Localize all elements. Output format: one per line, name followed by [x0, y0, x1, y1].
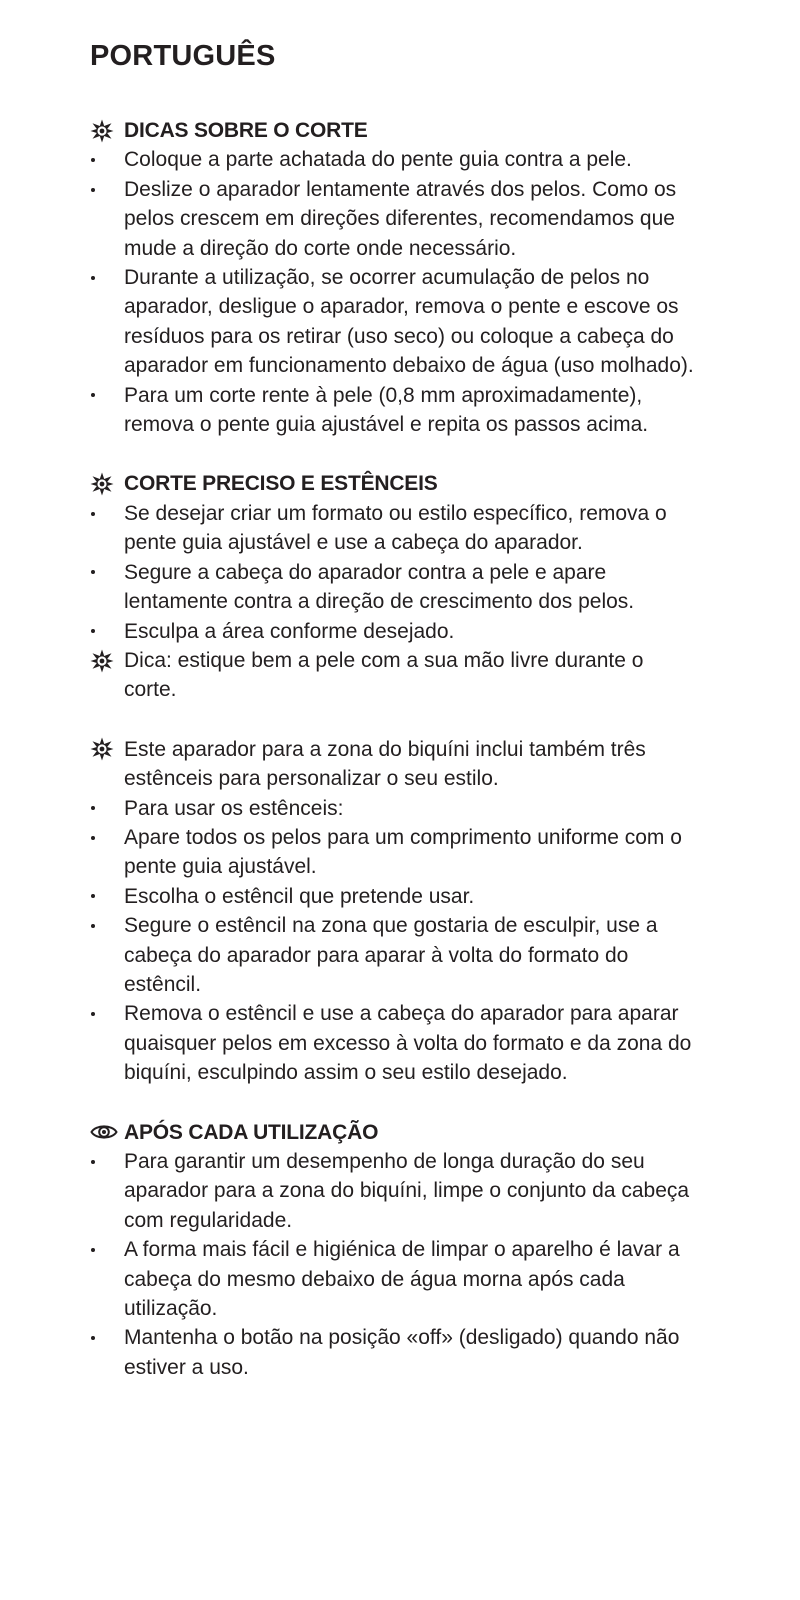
sparkle-icon: [90, 646, 124, 675]
section: [90, 116, 700, 439]
bullet-item: [90, 499, 700, 558]
item-text: Coloque a parte achatada do pente guia contra a pele.: [124, 148, 632, 172]
section: [90, 1118, 700, 1383]
bullet-icon: [90, 558, 124, 587]
bullet-item: [90, 558, 700, 617]
language-title: PORTUGUÊS: [90, 40, 276, 72]
item-text: Mantenha o botão na posição «off» (desligado) quando não estiver a uso.: [124, 1326, 680, 1379]
item-text: Para garantir um desempenho de longa duração do seu aparador para a zona do biquíni, limpe o conjunto da cabeça com regularidade.: [124, 1150, 690, 1232]
item-text: Dica: estique bem a pele com a sua mão livre durante o corte.: [124, 648, 644, 702]
bullet-icon: [90, 823, 124, 852]
bullet-item: [90, 794, 700, 823]
bullet-item: [90, 617, 700, 646]
section: [90, 469, 700, 704]
bullet-icon: [90, 499, 124, 528]
item-text: Deslize o aparador lentamente através dos pelos. Como os pelos crescem em direções diferentes, recomendamos que mude a direção do corte onde necessário.: [124, 177, 677, 260]
item-text: Este aparador para a zona do biquíni inclui também três estênceis para personalizar o seu estilo.: [124, 737, 646, 791]
section-heading: [90, 469, 700, 498]
section: [90, 735, 700, 1088]
manual-page: [90, 36, 700, 1412]
item-text: Para um corte rente à pele (0,8 mm aproximadamente), remova o pente guia ajustável e repita os passos acima.: [124, 383, 649, 437]
item-text: Se desejar criar um formato ou estilo específico, remova o pente guia ajustável e use a cabeça do aparador.: [124, 501, 667, 555]
bullet-icon: [90, 882, 124, 911]
bullet-item: [90, 381, 700, 440]
item-text: Durante a utilização, se ocorrer acumulação de pelos no aparador, desligue o aparador, remova o pente e escove os resíduos para os retirar (uso seco) ou coloque a cabeça do aparador em funcionamento debaixo de água (uso molhado).: [124, 266, 694, 378]
section-heading: [90, 1118, 700, 1147]
bullet-item: [90, 263, 700, 381]
item-text: Para usar os estênceis:: [124, 796, 344, 820]
bullet-item: [90, 823, 700, 882]
item-text: Escolha o estêncil que pretende usar.: [124, 884, 475, 908]
bullet-icon: [90, 1147, 124, 1176]
bullet-item: [90, 145, 700, 174]
item-text: Apare todos os pelos para um comprimento uniforme com o pente guia ajustável.: [124, 825, 682, 879]
bullet-item: [90, 1235, 700, 1323]
section-heading: [90, 116, 700, 145]
tip-item: [90, 646, 700, 705]
bullet-icon: [90, 381, 124, 410]
item-text: Esculpa a área conforme desejado.: [124, 619, 455, 643]
item-text: Segure o estêncil na zona que gostaria de esculpir, use a cabeça do aparador para aparar à volta do formato do estêncil.: [124, 914, 658, 996]
bullet-item: [90, 1147, 700, 1235]
bullet-item: [90, 911, 700, 999]
bullet-item: [90, 175, 700, 263]
bullet-icon: [90, 175, 124, 204]
item-text: A forma mais fácil e higiénica de limpar o aparelho é lavar a cabeça do mesmo debaixo de água morna após cada utilização.: [124, 1238, 680, 1321]
bullet-icon: [90, 1235, 124, 1264]
eye-icon: [90, 1118, 124, 1147]
bullet-item: [90, 999, 700, 1087]
bullet-item: [90, 1323, 700, 1382]
bullet-icon: [90, 263, 124, 292]
bullet-icon: [90, 794, 124, 823]
section-heading-text: CORTE PRECISO E ESTÊNCEIS: [124, 472, 438, 496]
item-text: Remova o estêncil e use a cabeça do aparador para aparar quaisquer pelos em excesso à volta do formato e da zona do biquíni, esculpindo assim o seu estilo desejado.: [124, 1002, 692, 1085]
section-heading-text: APÓS CADA UTILIZAÇÃO: [124, 1120, 379, 1144]
bullet-icon: [90, 617, 124, 646]
instructions-body: [90, 116, 700, 1382]
sparkle-icon: [90, 116, 124, 145]
section-heading-text: DICAS SOBRE O CORTE: [124, 119, 368, 142]
bullet-icon: [90, 911, 124, 940]
item-text: Segure a cabeça do aparador contra a pele e apare lentamente contra a direção de crescimento dos pelos.: [124, 560, 635, 614]
sparkle-icon: [90, 469, 124, 498]
bullet-icon: [90, 1323, 124, 1352]
bullet-item: [90, 882, 700, 911]
tip-item: [90, 735, 700, 794]
sparkle-icon: [90, 735, 124, 764]
bullet-icon: [90, 145, 124, 174]
bullet-icon: [90, 999, 124, 1028]
